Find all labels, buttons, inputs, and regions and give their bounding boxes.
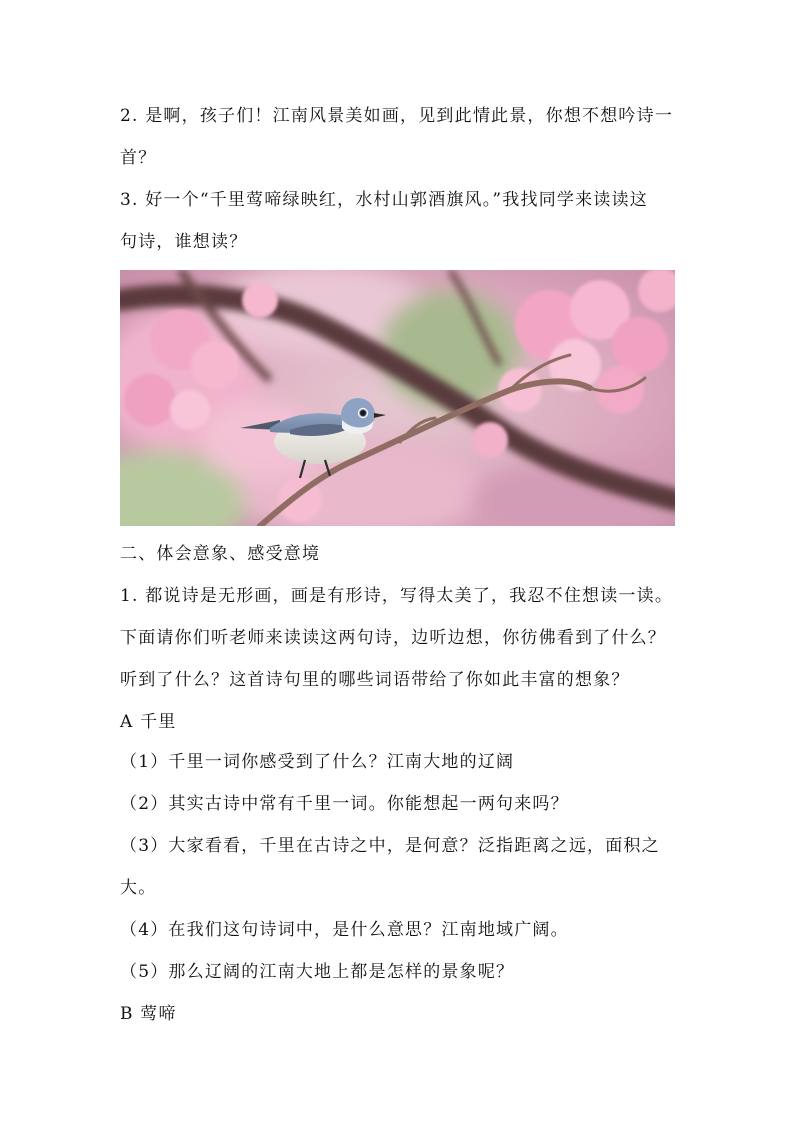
part-b-label: B 莺啼	[120, 1004, 177, 1024]
part-a-item-3: （3）大家看看，千里在古诗之中，是何意？泛指距离之远，面积之	[120, 836, 660, 856]
part-a-label: A 千里	[120, 712, 177, 732]
paragraph-1-line-3: 听到了什么？这首诗句里的哪些词语带给了你如此丰富的想象？	[120, 670, 630, 690]
part-a-item-5: （5）那么辽阔的江南大地上都是怎样的景象呢？	[120, 962, 515, 982]
part-a-item-1: （1）千里一词你感受到了什么？江南大地的辽阔	[120, 752, 515, 772]
section-2-heading: 二、体会意象、感受意境	[120, 544, 321, 564]
intro-line-4: 句诗，谁想读？	[120, 232, 248, 252]
intro-line-1: 2. 是啊，孩子们！江南风景美如画，见到此情此景，你想不想吟诗一	[120, 106, 674, 126]
paragraph-1-line-1: 1. 都说诗是无形画，画是有形诗，写得太美了，我忍不住想读一读。	[120, 586, 674, 606]
part-a-item-4: （4）在我们这句诗词中，是什么意思？江南地域广阔。	[120, 920, 569, 940]
paragraph-1-line-2: 下面请你们听老师来读读这两句诗，边听边想，你彷佛看到了什么？	[120, 628, 666, 648]
intro-line-2: 首？	[120, 148, 157, 168]
bird-on-blossom-photo	[120, 270, 675, 526]
part-a-item-2: （2）其实古诗中常有千里一词。你能想起一两句来吗？	[120, 794, 569, 814]
intro-line-3: 3. 好一个“千里莺啼绿映红，水村山郭酒旗风。”我找同学来读读这	[120, 190, 648, 210]
part-a-item-3-continued: 大。	[120, 878, 157, 898]
